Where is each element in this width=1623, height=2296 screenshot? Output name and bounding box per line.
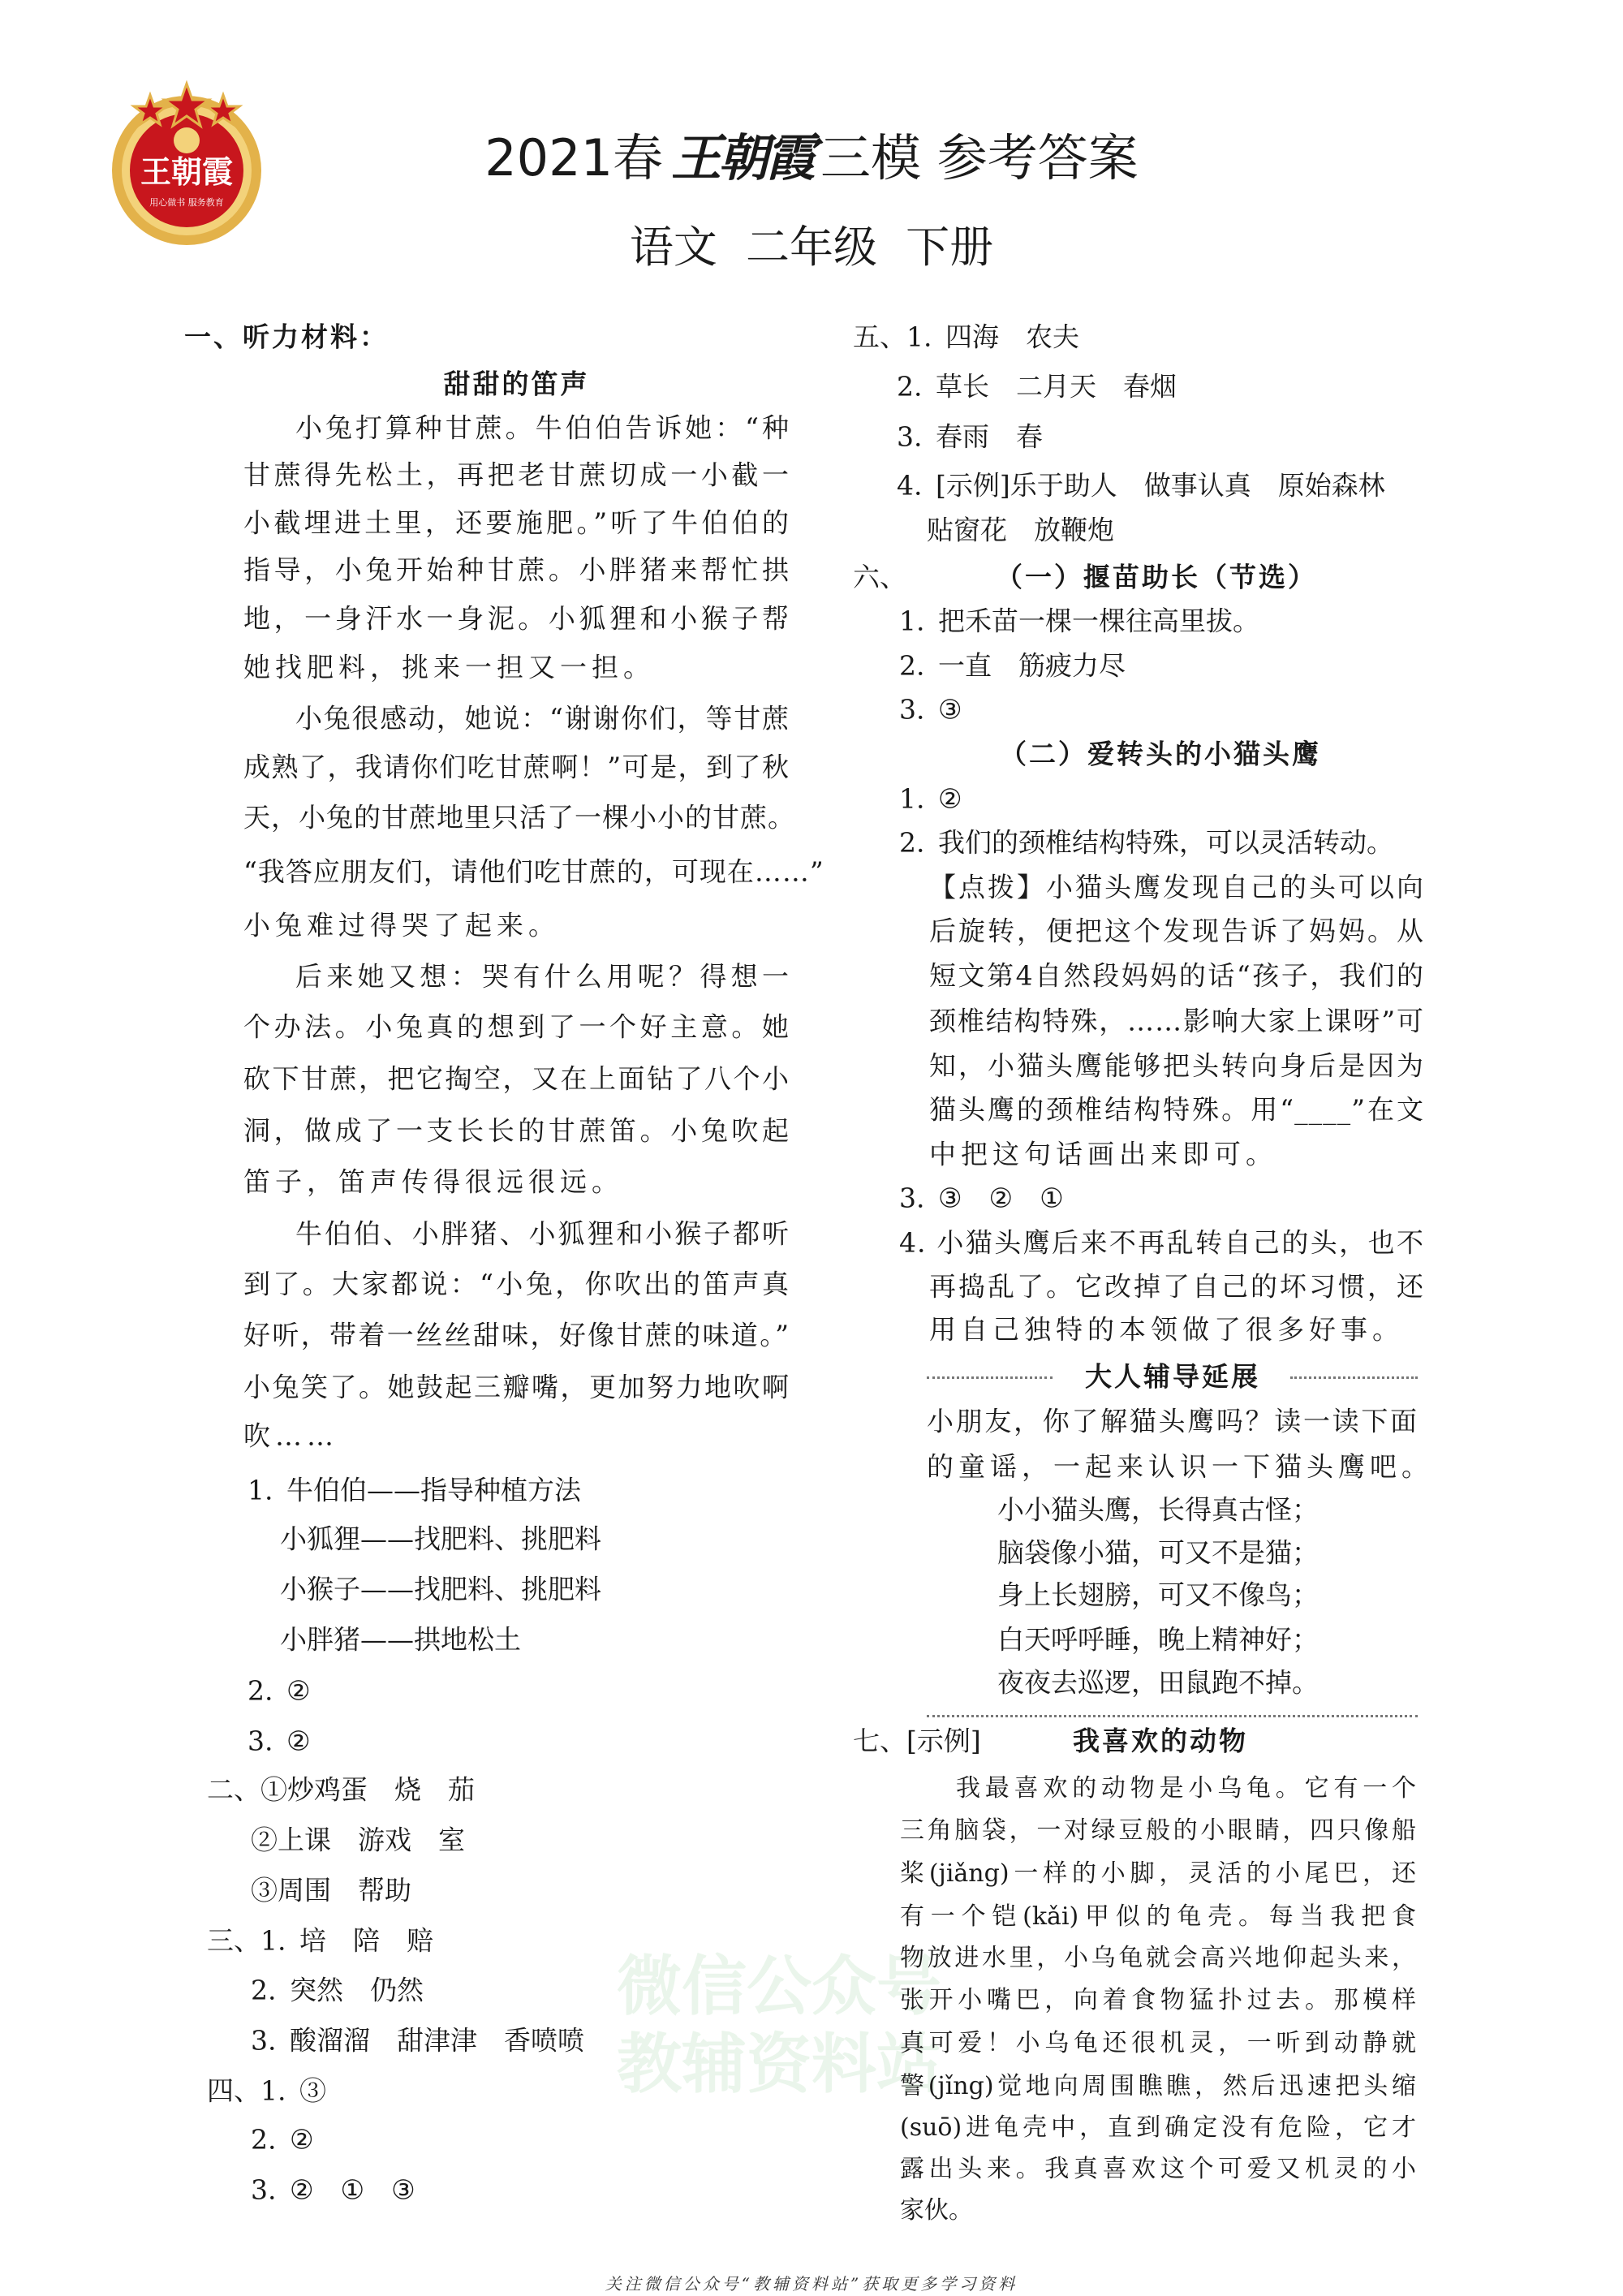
poem-line: 脑袋像小猫，可又不是猫；	[997, 1536, 1319, 1569]
section-label: 七、[示例]	[853, 1725, 981, 1757]
answer-line: ③周围 帮助	[251, 1874, 411, 1906]
answer-line: 2. 我们的颈椎结构特殊，可以灵活转动。	[899, 826, 1393, 859]
answer-line: 2. 突然 仍然	[251, 1974, 424, 2006]
answer-line: 2. 草长 二月天 春烟	[897, 370, 1177, 403]
poem-line: 小小猫头鹰，长得真古怪；	[997, 1493, 1319, 1526]
section-heading: 一、听力材料：	[184, 321, 389, 353]
story-line: 个办法。小兔真的想到了一个好主意。她	[243, 1010, 790, 1043]
story-title: 甜甜的笛声	[443, 368, 590, 400]
page-subtitle: 语文 二年级 下册	[629, 222, 994, 273]
answer-line: 1. ②	[899, 782, 962, 815]
watermark-line: 微信公众号	[617, 1949, 941, 2024]
story-line: 小兔很感动，她说：“谢谢你们，等甘蔗	[295, 702, 790, 734]
essay-line: (suō)进龟壳中，直到确定没有危险，它才	[900, 2113, 1416, 2142]
answer-line: 4. [示例]乐于助人 做事认真 原始森林	[897, 469, 1385, 502]
section-label: 六、	[853, 561, 906, 593]
answer-line: 2. ②	[251, 2123, 314, 2156]
answer-line: 3. 春雨 春	[897, 420, 1043, 453]
extension-title: 大人辅导延展	[1085, 1360, 1260, 1393]
tip-line: 后旋转，便把这个发现告诉了妈妈。从	[929, 915, 1424, 947]
essay-line: 三角脑袋，一对绿豆般的小眼睛，四只像船	[900, 1816, 1416, 1845]
answer-line: 4. 小猫头鹰后来不再乱转自己的头，也不	[899, 1226, 1424, 1259]
poem-line: 夜夜去巡逻，田鼠跑不掉。	[997, 1666, 1319, 1699]
essay-line: 有一个铠(kǎi)甲似的龟壳。每当我把食	[900, 1902, 1416, 1931]
answer-line: 小猴子——找肥料、挑肥料	[280, 1573, 601, 1605]
answer-line: 四、1. ③	[207, 2074, 326, 2107]
title-exam: 三模 参考答案	[820, 128, 1139, 187]
answer-line: 小胖猪——拱地松土	[280, 1623, 521, 1656]
tip-line: 中把这句话画出来即可。	[929, 1138, 1277, 1170]
watermark	[617, 1948, 941, 2104]
passage-title: （二）爱转头的小猫头鹰	[1000, 738, 1321, 770]
title-brand: 王朝霞	[671, 128, 813, 187]
passage-title: （一）揠苗助长（节选）	[996, 561, 1317, 593]
extension-line: 的童谣，一起来认识一下猫头鹰吧。	[927, 1450, 1433, 1483]
answer-line: 3. ② ① ③	[251, 2173, 415, 2206]
divider	[927, 1376, 1053, 1379]
story-line: 砍下甘蔗，把它掏空，又在上面钻了八个小	[243, 1062, 790, 1095]
story-line: 她找肥料，挑来一担又一担。	[243, 651, 655, 683]
essay-line: 张开小嘴巴，向着食物猛扑过去。那模样	[900, 1986, 1416, 2014]
extension-line: 小朋友，你了解猫头鹰吗？读一读下面	[927, 1405, 1418, 1437]
story-line: 到了。大家都说：“小兔，你吹出的笛声真	[243, 1268, 790, 1300]
story-line: 吹……	[243, 1419, 338, 1452]
svg-text:王朝霞: 王朝霞	[140, 153, 234, 190]
story-line: 牛伯伯、小胖猪、小狐狸和小猴子都听	[295, 1217, 790, 1250]
story-line: 笛子，笛声传得很远很远。	[243, 1165, 623, 1198]
story-line: 成熟了，我请你们吃甘蔗啊！”可是，到了秋	[243, 751, 790, 783]
story-line: 好听，带着一丝丝甜味，好像甘蔗的味道。”	[243, 1319, 790, 1351]
answer-line: 3. ③	[899, 693, 962, 726]
footer-note: 关注微信公众号“教辅资料站”获取更多学习资料	[605, 2274, 1018, 2294]
answer-line: 3. ②	[248, 1725, 311, 1757]
answer-line: ②上课 游戏 室	[251, 1824, 465, 1856]
answer-line: 3. 酸溜溜 甜津津 香喷喷	[251, 2024, 584, 2057]
story-line: 小兔打算种甘蔗。牛伯伯告诉她：“种	[295, 411, 790, 444]
essay-line: 我最喜欢的动物是小乌龟。它有一个	[956, 1774, 1416, 1803]
answer-line: 1. 牛伯伯——指导种植方法	[248, 1474, 581, 1506]
title-year: 2021春	[484, 128, 664, 187]
story-line: 洞，做成了一支长长的甘蔗笛。小兔吹起	[243, 1114, 790, 1147]
svg-text:用心做书 服务教育: 用心做书 服务教育	[149, 197, 224, 208]
tip-line: 猫头鹰的颈椎结构特殊。用“____”在文	[929, 1093, 1424, 1126]
answer-line: 小狐狸——找肥料、挑肥料	[280, 1523, 601, 1555]
story-line: 甘蔗得先松土，再把老甘蔗切成一小截一	[243, 459, 790, 491]
poem-line: 身上长翅膀，可又不像鸟；	[997, 1579, 1319, 1611]
story-line: 小兔笑了。她鼓起三瓣嘴，更加努力地吹啊	[243, 1371, 790, 1403]
page-title	[0, 118, 1623, 190]
story-line: 天，小兔的甘蔗地里只活了一棵小小的甘蔗。	[243, 801, 795, 834]
tip-line: 短文第4自然段妈妈的话“孩子，我们的	[929, 959, 1424, 992]
answer-line: 三、1. 培 陪 赔	[207, 1924, 433, 1957]
divider	[927, 1715, 1418, 1717]
answer-line: 贴窗花 放鞭炮	[927, 514, 1114, 546]
essay-line: 露出头来。我真喜欢这个可爱又机灵的小	[900, 2155, 1416, 2183]
essay-line: 桨(jiǎng)一样的小脚，灵活的小尾巴，还	[900, 1859, 1416, 1888]
tip-line: 颈椎结构特殊，……影响大家上课呀”可	[929, 1005, 1424, 1037]
essay-line: 警(jǐng)觉地向周围瞧瞧，然后迅速把头缩	[900, 2072, 1416, 2100]
story-line: 小兔难过得哭了起来。	[243, 909, 560, 941]
story-line: 后来她又想：哭有什么用呢？得想一	[295, 960, 790, 993]
divider	[1290, 1376, 1418, 1379]
story-line: “我答应朋友们，请他们吃甘蔗的，可现在……”	[243, 855, 824, 888]
essay-line: 家伙。	[900, 2196, 973, 2225]
essay-title: 我喜欢的动物	[1073, 1725, 1248, 1757]
answer-line: 五、1. 四海 农夫	[853, 321, 1079, 353]
story-line: 地，一身汗水一身泥。小狐狸和小猴子帮	[243, 602, 790, 635]
story-line: 小截埋进土里，还要施肥。”听了牛伯伯的	[243, 506, 790, 539]
answer-line: 3. ③ ② ①	[899, 1182, 1064, 1214]
poem-line: 白天呼呼睡，晚上精神好；	[997, 1623, 1319, 1656]
tip-line: 【点拨】小猫头鹰发现自己的头可以向	[929, 871, 1424, 903]
watermark-line: 教辅资料站	[617, 2027, 941, 2102]
answer-line: 2. ②	[248, 1674, 311, 1707]
essay-line: 物放进水里，小乌龟就会高兴地仰起头来，	[900, 1944, 1416, 1972]
answer-line: 二、①炒鸡蛋 烧 茄	[207, 1773, 475, 1806]
essay-line: 真可爱！小乌龟还很机灵，一听到动静就	[900, 2029, 1416, 2057]
answer-line: 再捣乱了。它改掉了自己的坏习惯，还	[929, 1270, 1424, 1303]
answer-line: 用自己独特的本领做了很多好事。	[929, 1313, 1404, 1346]
tip-line: 知，小猫头鹰能够把头转向身后是因为	[929, 1049, 1424, 1082]
answer-line: 1. 把禾苗一棵一棵往高里拔。	[899, 605, 1259, 637]
answer-line: 2. 一直 筋疲力尽	[899, 649, 1126, 682]
story-line: 指导，小兔开始种甘蔗。小胖猪来帮忙拱	[243, 554, 790, 586]
